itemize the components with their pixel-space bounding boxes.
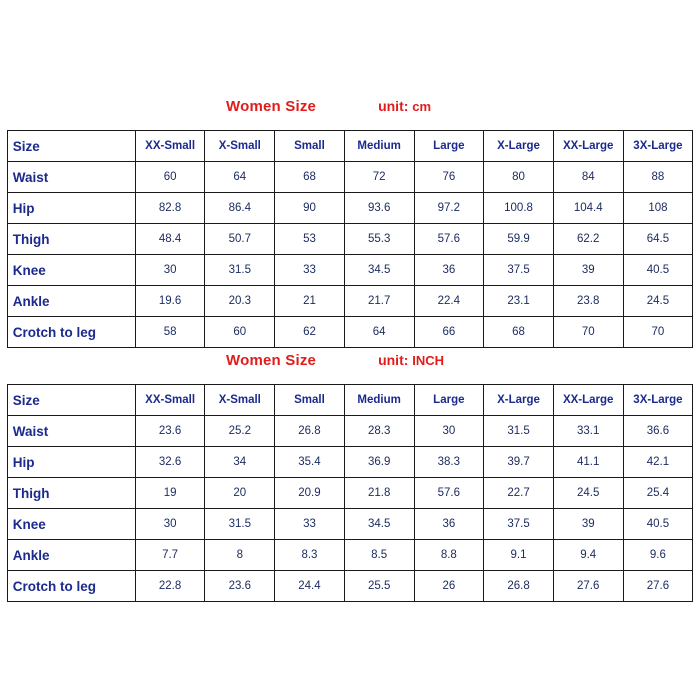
table-cell: 26	[414, 571, 484, 602]
table-cell: 32.6	[135, 447, 205, 478]
table-row	[7, 416, 693, 447]
table-cell: 62	[275, 317, 345, 348]
table-cell: 9.4	[553, 540, 623, 571]
table-cell: 8.5	[344, 540, 414, 571]
table-cell: 19.6	[135, 286, 205, 317]
table-cell: 8.3	[275, 540, 345, 571]
table-cell: 38.3	[414, 447, 484, 478]
row-label: Hip	[7, 447, 135, 478]
column-header-3xlarge: 3X-Large	[623, 131, 693, 162]
table-cell: 30	[135, 509, 205, 540]
table-cell: 57.6	[414, 478, 484, 509]
table-cell: 30	[414, 416, 484, 447]
table-cell: 22.4	[414, 286, 484, 317]
table-cell: 22.8	[135, 571, 205, 602]
table-cell: 104.4	[553, 193, 623, 224]
table-cell: 76	[414, 162, 484, 193]
table-cell: 19	[135, 478, 205, 509]
row-label: Thigh	[7, 478, 135, 509]
table-cell: 53	[275, 224, 345, 255]
row-label: Waist	[7, 416, 135, 447]
table-cell: 90	[275, 193, 345, 224]
column-header-xxlarge: XX-Large	[553, 131, 623, 162]
table-row	[7, 193, 693, 224]
table-cell: 84	[553, 162, 623, 193]
cm-unit-label: unit: cm	[378, 98, 432, 114]
table-cell: 25.5	[344, 571, 414, 602]
table-cell: 35.4	[275, 447, 345, 478]
column-header-large: Large	[414, 385, 484, 416]
table-cell: 27.6	[623, 571, 693, 602]
table-cell: 33.1	[553, 416, 623, 447]
table-cell: 48.4	[135, 224, 205, 255]
table-header-row	[7, 131, 693, 162]
column-header-medium: Medium	[344, 385, 414, 416]
table-cell: 34	[205, 447, 275, 478]
table-row	[7, 162, 693, 193]
row-label: Knee	[7, 509, 135, 540]
table-cell: 24.4	[275, 571, 345, 602]
table-cell: 20.3	[205, 286, 275, 317]
table-cell: 55.3	[344, 224, 414, 255]
table-row	[7, 317, 693, 348]
table-cell: 42.1	[623, 447, 693, 478]
table-row	[7, 224, 693, 255]
table-cell: 21.7	[344, 286, 414, 317]
table-cell: 31.5	[484, 416, 554, 447]
inch-title-row	[0, 352, 700, 374]
column-header-small: Small	[275, 385, 345, 416]
cm-unit-value: cm	[412, 99, 432, 114]
table-cell: 70	[623, 317, 693, 348]
table-cell: 33	[275, 509, 345, 540]
table-cell: 22.7	[484, 478, 554, 509]
table-row	[7, 255, 693, 286]
table-cell: 70	[553, 317, 623, 348]
row-label: Thigh	[7, 224, 135, 255]
column-header-xsmall: X-Small	[205, 385, 275, 416]
table-cell: 108	[623, 193, 693, 224]
table-cell: 93.6	[344, 193, 414, 224]
table-cell: 80	[484, 162, 554, 193]
table-cell: 68	[275, 162, 345, 193]
table-cell: 26.8	[484, 571, 554, 602]
table-cell: 40.5	[623, 255, 693, 286]
table-cell: 31.5	[205, 509, 275, 540]
column-header-xxsmall: XX-Small	[135, 385, 205, 416]
table-cell: 23.8	[553, 286, 623, 317]
table-cell: 82.8	[135, 193, 205, 224]
inch-size-table	[7, 384, 694, 602]
table-row	[7, 540, 693, 571]
column-header-xxsmall: XX-Small	[135, 131, 205, 162]
table-cell: 66	[414, 317, 484, 348]
cm-title-row	[0, 98, 700, 120]
column-header-xlarge: X-Large	[484, 131, 554, 162]
table-cell: 37.5	[484, 255, 554, 286]
table-row	[7, 571, 693, 602]
table-cell: 97.2	[414, 193, 484, 224]
table-cell: 25.4	[623, 478, 693, 509]
table-cell: 36.6	[623, 416, 693, 447]
column-header-size: Size	[7, 385, 135, 416]
table-cell: 36	[414, 255, 484, 286]
table-cell: 58	[135, 317, 205, 348]
table-cell: 64.5	[623, 224, 693, 255]
table-cell: 72	[344, 162, 414, 193]
table-cell: 64	[205, 162, 275, 193]
table-row	[7, 478, 693, 509]
table-cell: 100.8	[484, 193, 554, 224]
table-cell: 20.9	[275, 478, 345, 509]
table-cell: 8.8	[414, 540, 484, 571]
column-header-3xlarge: 3X-Large	[623, 385, 693, 416]
table-cell: 62.2	[553, 224, 623, 255]
table-row	[7, 447, 693, 478]
column-header-xsmall: X-Small	[205, 131, 275, 162]
table-cell: 23.1	[484, 286, 554, 317]
row-label: Crotch to leg	[7, 571, 135, 602]
table-cell: 59.9	[484, 224, 554, 255]
table-cell: 60	[135, 162, 205, 193]
column-header-small: Small	[275, 131, 345, 162]
row-label: Knee	[7, 255, 135, 286]
table-cell: 60	[205, 317, 275, 348]
table-cell: 68	[484, 317, 554, 348]
table-cell: 39.7	[484, 447, 554, 478]
inch-unit-label: unit: INCH	[378, 352, 445, 368]
table-cell: 24.5	[553, 478, 623, 509]
cm-table-title: Women Size	[226, 98, 317, 115]
table-cell: 34.5	[344, 509, 414, 540]
table-row	[7, 286, 693, 317]
column-header-medium: Medium	[344, 131, 414, 162]
table-cell: 21	[275, 286, 345, 317]
table-cell: 30	[135, 255, 205, 286]
table-cell: 88	[623, 162, 693, 193]
table-cell: 40.5	[623, 509, 693, 540]
table-cell: 37.5	[484, 509, 554, 540]
table-cell: 64	[344, 317, 414, 348]
table-cell: 25.2	[205, 416, 275, 447]
table-cell: 23.6	[205, 571, 275, 602]
table-cell: 23.6	[135, 416, 205, 447]
row-label: Hip	[7, 193, 135, 224]
row-label: Waist	[7, 162, 135, 193]
column-header-xlarge: X-Large	[484, 385, 554, 416]
table-cell: 39	[553, 255, 623, 286]
table-cell: 36	[414, 509, 484, 540]
row-label: Crotch to leg	[7, 317, 135, 348]
table-cell: 50.7	[205, 224, 275, 255]
table-cell: 39	[553, 509, 623, 540]
table-cell: 21.8	[344, 478, 414, 509]
table-cell: 20	[205, 478, 275, 509]
column-header-xxlarge: XX-Large	[553, 385, 623, 416]
table-cell: 86.4	[205, 193, 275, 224]
table-row	[7, 509, 693, 540]
row-label: Ankle	[7, 540, 135, 571]
row-label: Ankle	[7, 286, 135, 317]
table-cell: 31.5	[205, 255, 275, 286]
cm-size-table	[7, 130, 694, 348]
table-header-row	[7, 385, 693, 416]
table-cell: 24.5	[623, 286, 693, 317]
inch-table-title: Women Size	[226, 352, 317, 369]
table-cell: 27.6	[553, 571, 623, 602]
inch-size-table-wrap	[0, 384, 700, 602]
cm-size-table-wrap	[0, 130, 700, 348]
table-cell: 9.6	[623, 540, 693, 571]
column-header-large: Large	[414, 131, 484, 162]
table-cell: 7.7	[135, 540, 205, 571]
table-cell: 36.9	[344, 447, 414, 478]
table-cell: 33	[275, 255, 345, 286]
inch-unit-value: INCH	[412, 353, 445, 368]
table-cell: 26.8	[275, 416, 345, 447]
column-header-size: Size	[7, 131, 135, 162]
table-cell: 41.1	[553, 447, 623, 478]
table-cell: 9.1	[484, 540, 554, 571]
table-cell: 34.5	[344, 255, 414, 286]
table-cell: 28.3	[344, 416, 414, 447]
table-cell: 8	[205, 540, 275, 571]
table-cell: 57.6	[414, 224, 484, 255]
